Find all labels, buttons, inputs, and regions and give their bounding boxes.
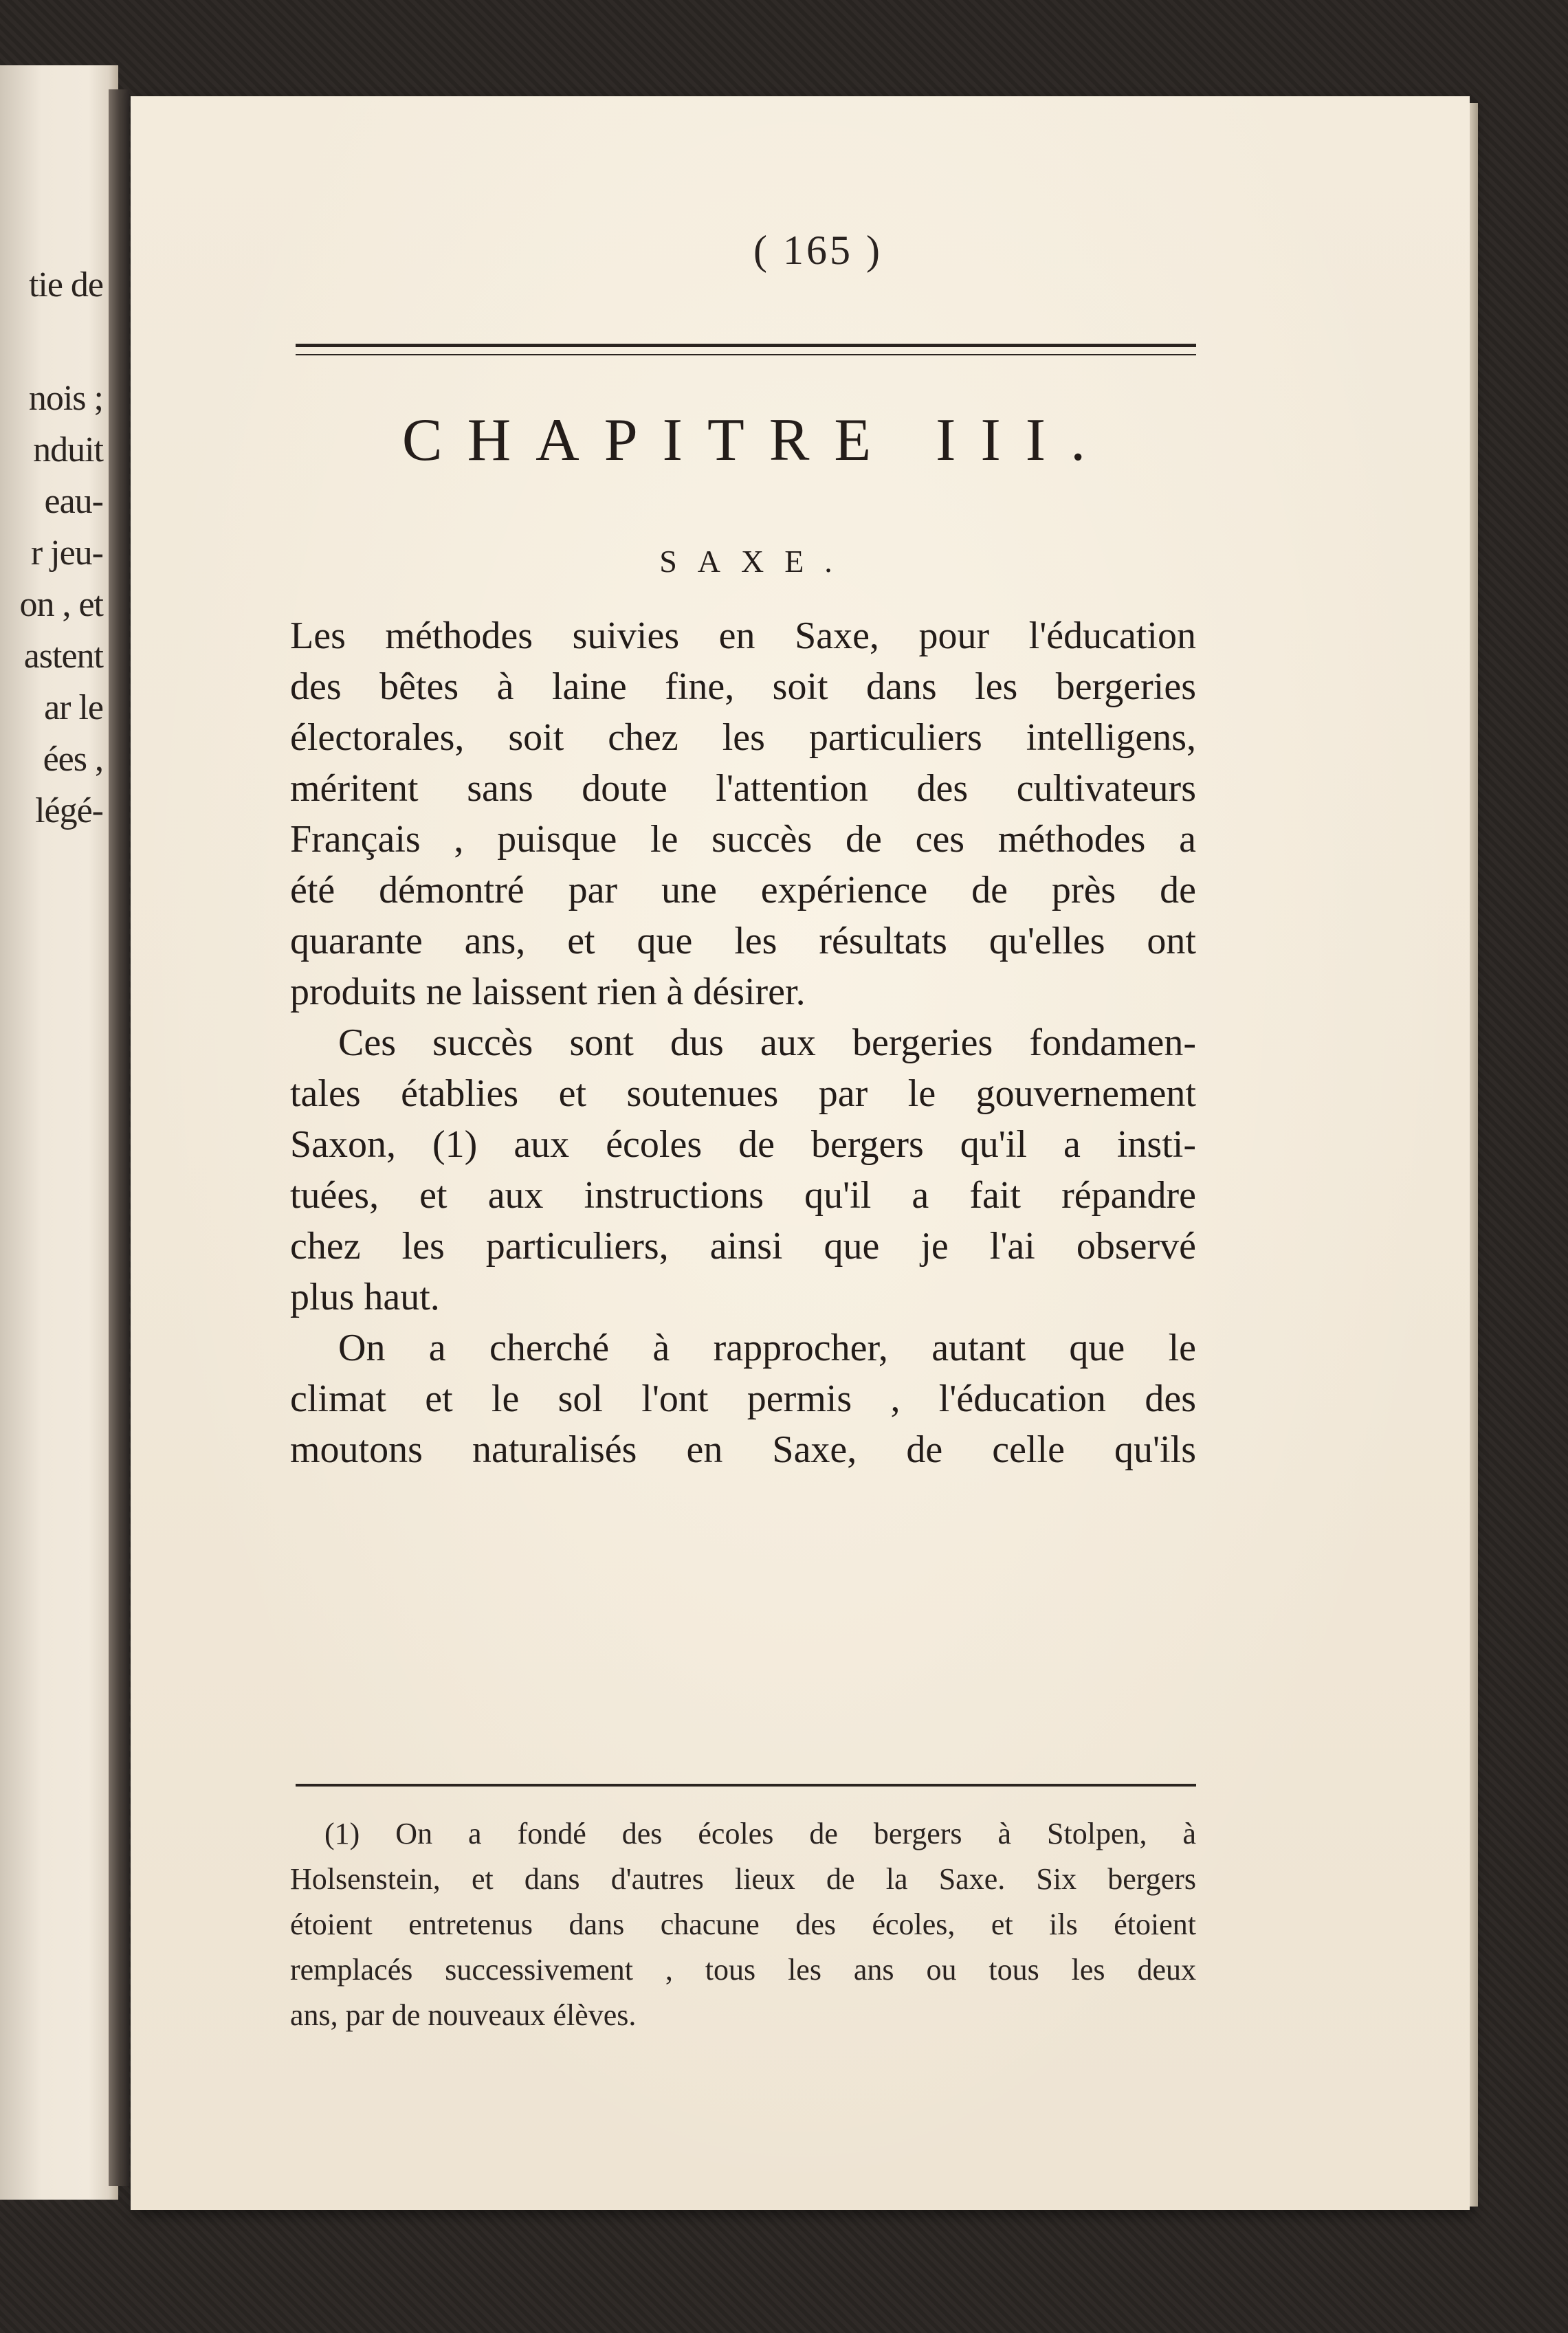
- page-edge: [1470, 103, 1478, 2207]
- body-line: moutons naturalisés en Saxe, de celle qu'ils: [290, 1428, 1196, 1471]
- footnote: [290, 1811, 1196, 2038]
- body-line: des bêtes à laine fine, soit dans les bergeries: [290, 665, 1196, 708]
- facing-page-line: astent: [23, 637, 103, 676]
- footnote-line: étoient entretenus dans chacune des écoles, et ils étoient: [290, 1908, 1196, 1941]
- body-line: plus haut.: [290, 1276, 440, 1318]
- body-line: méritent sans doute l'attention des cultivateurs: [290, 767, 1196, 810]
- body-line: Saxon, (1) aux écoles de bergers qu'il a insti-: [290, 1123, 1196, 1166]
- chapter-title: CHAPITRE III.: [401, 407, 1111, 474]
- footnote-line: remplacés successivement , tous les ans ou tous les deux: [290, 1953, 1196, 1987]
- facing-page-line: nois ;: [28, 379, 103, 418]
- page-number: ( 165 ): [753, 228, 883, 273]
- footnote-rule: [296, 1784, 1196, 1787]
- body-line: On a cherché à rapprocher, autant que le: [338, 1327, 1196, 1369]
- facing-page-line: ées ,: [43, 740, 103, 779]
- body-line: Ces succès sont dus aux bergeries fondamen-: [338, 1021, 1196, 1064]
- body-line: tuées, et aux instructions qu'il a fait répandre: [290, 1174, 1196, 1217]
- header-rule-thin: [296, 354, 1196, 355]
- body-text: [290, 610, 1196, 1475]
- body-line: chez les particuliers, ainsi que je l'ai observé: [290, 1225, 1196, 1268]
- facing-page-line: eau-: [44, 482, 103, 521]
- section-title: SAXE.: [659, 544, 853, 579]
- body-line: produits ne laissent rien à désirer.: [290, 971, 806, 1013]
- facing-page-line: on , et: [19, 585, 103, 624]
- body-line: climat et le sol l'ont permis , l'éducation des: [290, 1378, 1196, 1420]
- facing-page-line: r jeu-: [30, 533, 103, 573]
- facing-page-line: tie de: [28, 265, 103, 305]
- book-gutter: [109, 89, 129, 2186]
- body-line: quarante ans, et que les résultats qu'elles ont: [290, 920, 1196, 962]
- footnote-line: (1) On a fondé des écoles de bergers à Stolpen, à: [324, 1817, 1196, 1850]
- book-page: [131, 96, 1470, 2210]
- facing-page-line: nduit: [33, 430, 103, 469]
- footnote-line: ans, par de nouveaux élèves.: [290, 1998, 637, 2032]
- body-line: été démontré par une expérience de près de: [290, 869, 1196, 911]
- footnote-line: Holsenstein, et dans d'autres lieux de la Saxe. Six bergers: [290, 1862, 1196, 1896]
- facing-page-fragment: [0, 65, 118, 2200]
- facing-page-line: ar le: [44, 688, 103, 727]
- body-line: tales établies et soutenues par le gouvernement: [290, 1072, 1196, 1115]
- body-line: électorales, soit chez les particuliers intelligens,: [290, 716, 1196, 759]
- body-line: Français , puisque le succès de ces méthodes a: [290, 818, 1196, 861]
- facing-page-line: légé-: [35, 791, 103, 830]
- header-rule: [296, 344, 1196, 347]
- body-line: Les méthodes suivies en Saxe, pour l'éducation: [290, 615, 1196, 657]
